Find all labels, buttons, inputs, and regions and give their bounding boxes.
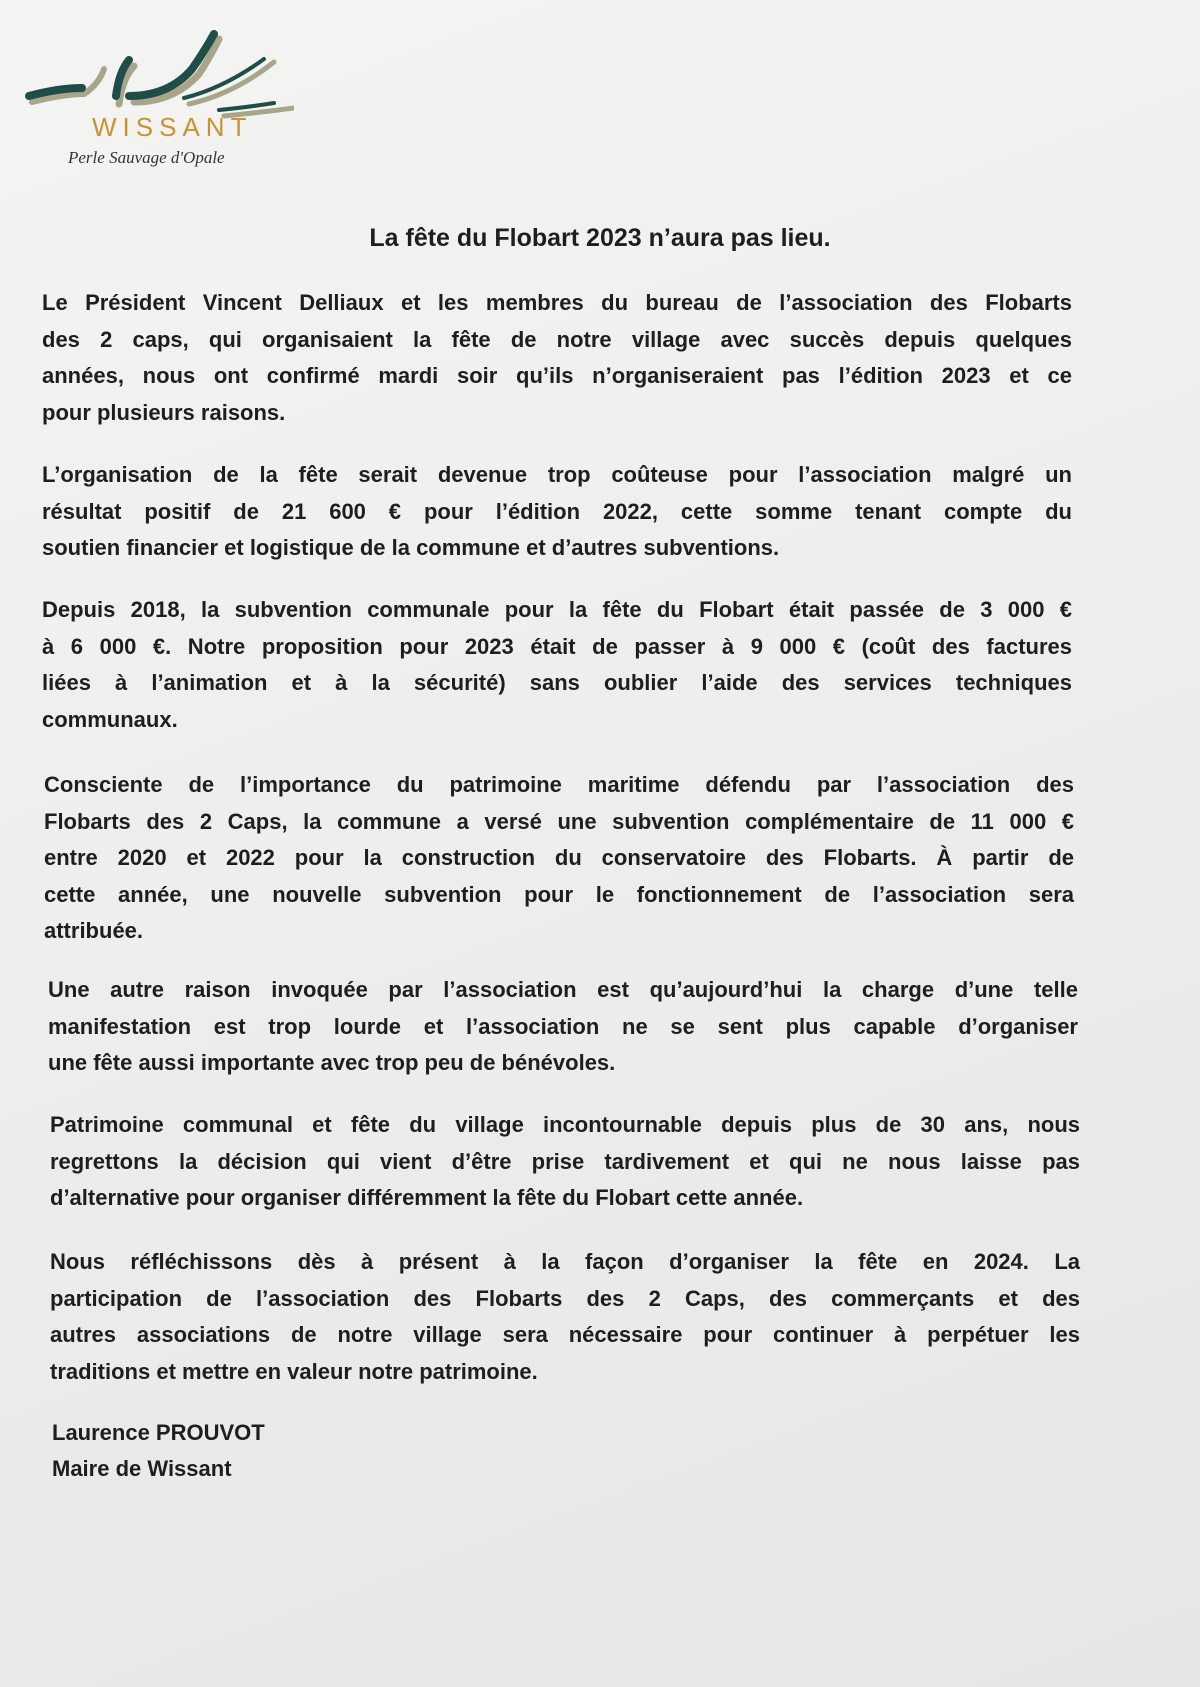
paragraph-line: autres associations de notre village sera nécessaire pour continuer à perpétuer les — [50, 1322, 1080, 1347]
paragraph-line: participation de l’association des Flobarts des 2 Caps, des commerçants et des — [50, 1285, 1080, 1311]
paragraph-line: cette année, une nouvelle subvention pour le fonctionnement de l’association sera — [44, 881, 1074, 907]
paragraph-line: Consciente de l’importance du patrimoine maritime défendu par l’association des — [44, 772, 1074, 797]
paragraph-line: une fête aussi importante avec trop peu de bénévoles. — [48, 1050, 616, 1075]
paragraph — [50, 1107, 1080, 1217]
paragraph-line: pour plusieurs raisons. — [42, 399, 286, 425]
paragraph-line: Une autre raison invoquée par l’association est qu’aujourd’hui la charge d’une telle — [48, 977, 1078, 1002]
paragraph-line: entre 2020 et 2022 pour la construction du conservatoire des Flobarts. À partir de — [44, 845, 1074, 870]
paragraph — [50, 1244, 1080, 1390]
logo-tagline: Perle Sauvage d'Opale — [68, 148, 225, 167]
signature-name: Laurence PROUVOT — [52, 1420, 265, 1445]
paragraph-line: attribuée. — [44, 918, 144, 943]
paragraph-line: L’organisation de la fête serait devenue trop coûteuse pour l’association malgré un — [42, 462, 1072, 487]
signature-block — [52, 1415, 265, 1487]
wissant-logo — [24, 24, 294, 142]
paragraph-line: des 2 caps, qui organisaient la fête de notre village avec succès depuis quelques — [42, 326, 1072, 352]
paragraph-line: Patrimoine communal et fête du village incontournable depuis plus de 30 ans, nous — [50, 1112, 1080, 1137]
paragraph-line: regrettons la décision qui vient d’être prise tardivement et qui ne nous laisse pas — [50, 1148, 1080, 1174]
paragraph — [48, 972, 1078, 1082]
paragraph-line: Depuis 2018, la subvention communale pour la fête du Flobart était passée de 3 000 € — [42, 597, 1072, 622]
paragraph-line: soutien financier et logistique de la commune et d’autres subventions. — [42, 535, 780, 560]
paragraph-line: communaux. — [42, 706, 178, 732]
paragraph-line: d’alternative pour organiser différemment la fête du Flobart cette année. — [50, 1185, 804, 1210]
paragraph-line: Nous réfléchissons dès à présent à la façon d’organiser la fête en 2024. La — [50, 1249, 1080, 1274]
paragraph-line: Flobarts des 2 Caps, la commune a versé une subvention complémentaire de 11 000 € — [44, 808, 1074, 834]
paragraph-line: manifestation est trop lourde et l’association ne se sent plus capable d’organiser — [48, 1013, 1078, 1039]
paragraph — [44, 767, 1074, 950]
paragraph — [42, 285, 1072, 431]
paragraph — [42, 592, 1072, 738]
document-title: La fête du Flobart 2023 n’aura pas lieu. — [369, 224, 831, 252]
paragraph — [42, 457, 1072, 567]
paragraph-line: Le Président Vincent Delliaux et les membres du bureau de l’association des Flobarts — [42, 290, 1072, 315]
paragraph-line: à 6 000 €. Notre proposition pour 2023 était de passer à 9 000 € (coût des factures — [42, 633, 1072, 659]
paragraph-line: résultat positif de 21 600 € pour l’édition 2022, cette somme tenant compte du — [42, 498, 1072, 524]
paragraph-line: traditions et mettre en valeur notre patrimoine. — [50, 1358, 538, 1384]
paragraph-line: liées à l’animation et à la sécurité) sans oublier l’aide des services techniques — [42, 670, 1072, 695]
signature-role: Maire de Wissant — [52, 1456, 232, 1481]
svg-text:WISSANT: WISSANT — [92, 112, 253, 142]
paragraph-line: années, nous ont confirmé mardi soir qu’ils n’organiseraient pas l’édition 2023 et ce — [42, 363, 1072, 388]
